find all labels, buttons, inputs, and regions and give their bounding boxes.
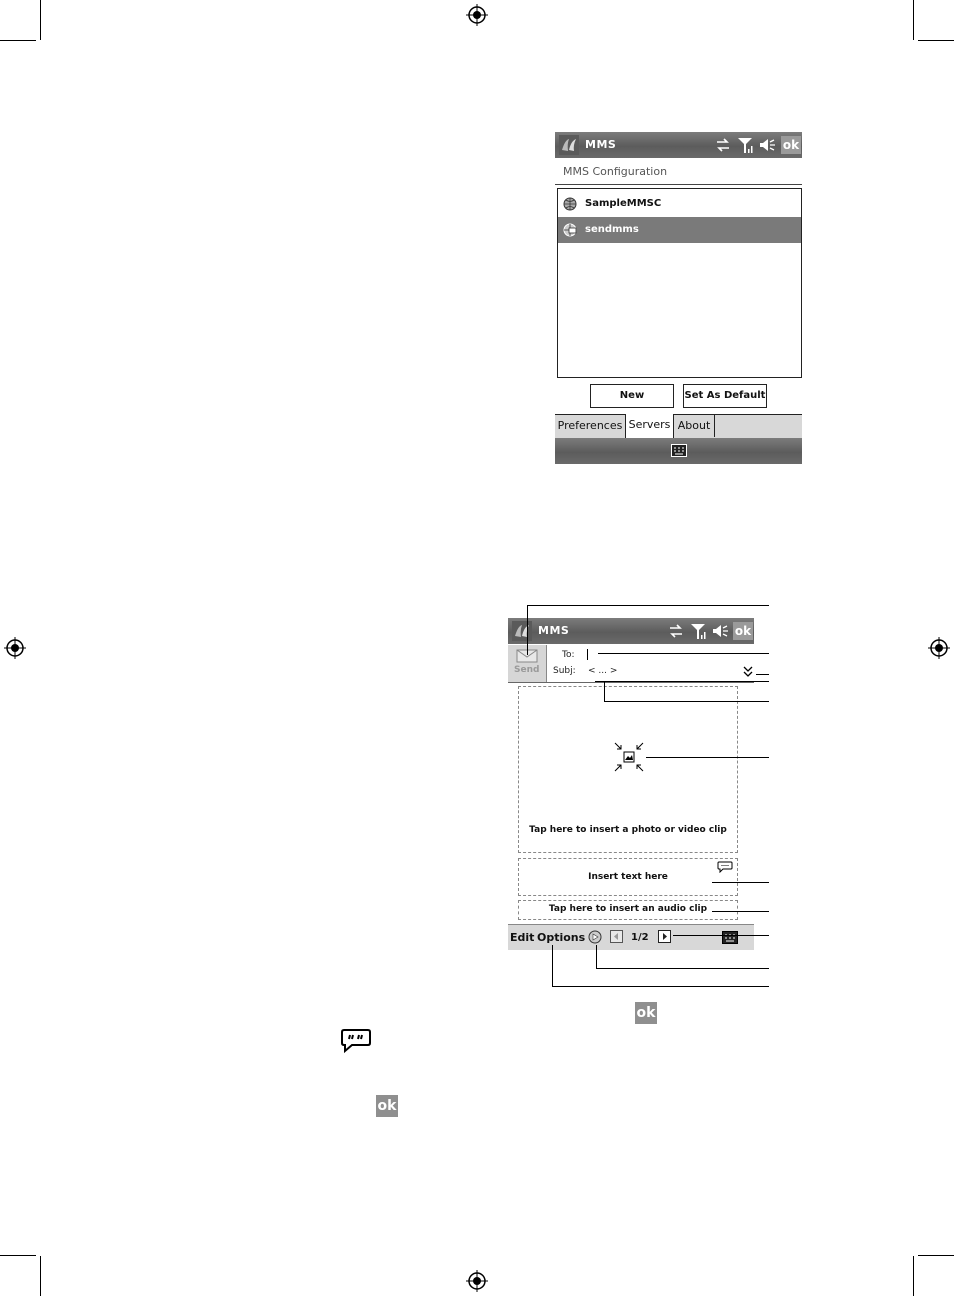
ok-button[interactable]: ok (782, 138, 800, 152)
ok-icon: ok (376, 1095, 398, 1117)
set-as-default-button[interactable]: Set As Default (683, 384, 767, 408)
text-cursor (587, 649, 588, 660)
to-label: To: (562, 650, 575, 660)
callout-line (552, 945, 553, 986)
windows-start-icon[interactable] (511, 620, 533, 642)
mms-compose-screen (508, 618, 754, 950)
server-name: SampleMMSC (585, 198, 662, 209)
callout-line (756, 674, 769, 675)
callout-line (552, 986, 769, 987)
connectivity-icon[interactable] (667, 622, 685, 640)
keyboard-icon[interactable] (671, 444, 687, 457)
tab-preferences[interactable]: Preferences (555, 415, 626, 437)
app-title: MMS (585, 138, 617, 151)
callout-line (604, 681, 605, 701)
callout-line (527, 605, 528, 655)
list-item[interactable] (558, 191, 801, 217)
options-menu[interactable]: Options (537, 931, 586, 944)
bottom-bar (555, 438, 802, 464)
callout-line (596, 945, 597, 968)
tab-servers[interactable]: Servers (625, 414, 674, 438)
subject-input[interactable]: < ... > (588, 666, 618, 676)
volume-icon[interactable] (711, 622, 729, 640)
text-prompt: Insert text here (588, 872, 668, 882)
globe-icon (563, 197, 577, 211)
crop-mark (40, 1256, 41, 1296)
send-label: Send (514, 665, 540, 675)
tab-strip (555, 414, 802, 439)
signal-icon[interactable] (736, 136, 754, 154)
connectivity-icon[interactable] (714, 136, 732, 154)
callout-line (673, 935, 769, 936)
to-input[interactable] (583, 647, 753, 662)
crop-mark (40, 0, 41, 40)
windows-start-icon[interactable] (558, 134, 580, 156)
ok-icon: ok (635, 1002, 657, 1024)
photo-prompt: Tap here to insert a photo or video clip (529, 825, 727, 835)
list-item-selected[interactable] (558, 217, 801, 243)
crop-mark (0, 1255, 36, 1256)
title-bar (555, 132, 802, 158)
callout-line (595, 681, 769, 682)
mms-configuration-screen (555, 132, 802, 464)
insert-picture-icon (613, 741, 645, 773)
page-header: MMS Configuration (563, 165, 668, 178)
crop-mark (918, 40, 954, 41)
menu-bar (508, 924, 754, 950)
callout-line (527, 605, 769, 606)
volume-icon[interactable] (758, 136, 776, 154)
page-indicator: 1/2 (631, 932, 649, 943)
callout-line (712, 911, 769, 912)
subject-label: Subj: (553, 666, 576, 676)
callout-line (604, 701, 769, 702)
next-slide-icon[interactable] (658, 930, 671, 943)
new-button[interactable]: New (590, 384, 674, 408)
crop-mark (918, 1255, 954, 1256)
callout-line (712, 882, 769, 883)
text-insert-area[interactable] (518, 858, 738, 896)
edit-menu[interactable]: Edit (510, 931, 535, 944)
registration-mark-icon (4, 637, 26, 659)
tab-about[interactable]: About (674, 415, 715, 437)
keyboard-icon[interactable] (722, 931, 738, 944)
header-divider (508, 682, 754, 683)
registration-mark-icon (466, 4, 488, 26)
callout-line (598, 653, 769, 654)
callout-line (646, 757, 769, 758)
header-divider (555, 184, 802, 185)
signal-icon[interactable] (689, 622, 707, 640)
app-title: MMS (538, 624, 570, 637)
previous-slide-icon[interactable] (610, 930, 623, 943)
server-name: sendmms (585, 224, 639, 235)
ok-button[interactable]: ok (734, 624, 752, 638)
photo-insert-area[interactable] (518, 686, 738, 853)
audio-prompt: Tap here to insert an audio clip (548, 904, 708, 914)
callout-line (596, 968, 769, 969)
globe-default-icon (563, 223, 577, 237)
registration-mark-icon (466, 1270, 488, 1292)
crop-mark (913, 1256, 914, 1296)
registration-mark-icon (928, 637, 950, 659)
title-bar (508, 618, 754, 644)
server-list[interactable] (557, 188, 802, 378)
play-icon[interactable] (588, 930, 602, 944)
crop-mark (0, 40, 36, 41)
text-bubble-icon (340, 1028, 372, 1054)
audio-insert-area[interactable] (518, 900, 738, 920)
crop-mark (913, 0, 914, 40)
expand-chevron-icon[interactable] (743, 666, 753, 678)
